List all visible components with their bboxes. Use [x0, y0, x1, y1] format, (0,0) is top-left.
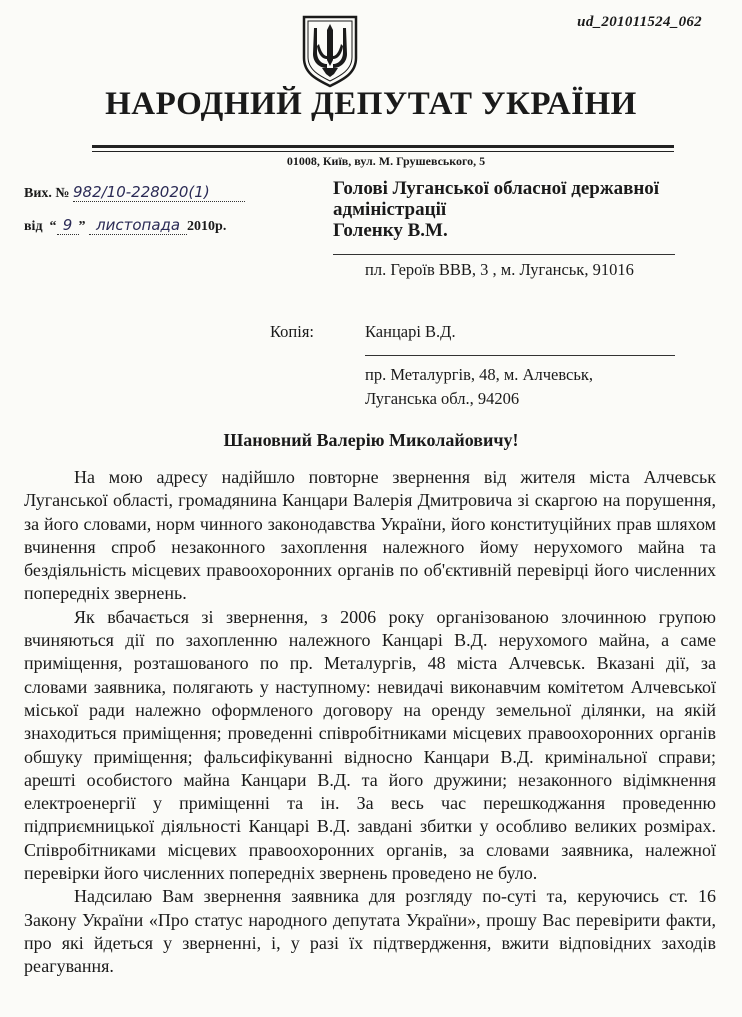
header-rule-thick: [92, 145, 674, 148]
copy-address-line-1: пр. Металургів, 48, м. Алчевськ,: [365, 365, 594, 384]
copy-label: Копія:: [270, 322, 315, 341]
recipient-line-3: Голенку В.М.: [333, 220, 448, 241]
sender-address: 01008, Київ, вул. М. Грушевського, 5: [286, 154, 486, 168]
document-id: ud_201011524_062: [577, 14, 702, 30]
outgoing-number-value: 982/10-228020(1): [73, 183, 245, 202]
outgoing-number-line: [24, 183, 245, 202]
recipient-divider: [333, 254, 675, 255]
date-day: 9: [57, 216, 79, 235]
recipient-address: пл. Героїв ВВВ, 3 , м. Луганськ, 91016: [365, 260, 634, 279]
trident-emblem-icon: [300, 14, 360, 88]
recipient-line-1: Голові Луганської обласної державної: [333, 178, 660, 199]
copy-address-line-2: Луганська обл., 94206: [365, 389, 520, 408]
copy-divider: [365, 355, 675, 356]
body-paragraph-1: На мою адресу надійшло повторне звернення від жителя міста Алчевськ Луганської області, громадянина Канцари Валерія Дмитровича зі скаргою на порушення, за його словами, норм чинного законодавства України, його конституційних прав шляхом вчинення спроб незаконного захоплення належного йому нерухомого майна та бездіяльність місцевих правоохоронних органів по об'єктивній перевірці його численних попередніх звернень.: [24, 467, 716, 604]
letter-body: [24, 466, 716, 979]
date-line: від “ 9 ” листопада 2010р.: [24, 216, 227, 234]
recipient-line-2: адміністрації: [333, 199, 447, 220]
copy-name: Канцарі В.Д.: [365, 322, 456, 341]
date-year: 2010р.: [187, 219, 227, 234]
header-rule-thin: [92, 151, 674, 152]
recipient-block: [333, 178, 693, 241]
outgoing-number-label: Вих. №: [24, 186, 70, 201]
date-label: від: [24, 219, 43, 234]
date-month: листопада: [89, 216, 187, 235]
greeting: Шановний Валерію Миколайовичу!: [223, 430, 519, 450]
body-paragraph-2: Як вбачається зі звернення, з 2006 року організованою злочинною групою вчиняються дії по захопленню належного Канцарі В.Д. нерухомого майна, а саме приміщення, розташованого по пр. Металургів, 48 міста Алчевськ. Вказані дії, за словами заявника, полягають у наступному: невидачі виконавчим комітетом Алчевської міської ради належно оформленого договору на оренду земельної ділянки, на якій знаходиться приміщення; проведенні співробітниками місцевих правоохоронних органів обшуку приміщення; фальсифікуванні відносно Канцари В.Д. кримінальної справи; арешті особистого майна Канцари В.Д. та його дружини; незаконного відімкнення електроенергії у приміщенні та ін. За весь час перешкоджання проведенню підприємницької діяльності Канцарі В.Д. завдані збитки у особливо великих розмірах. Співробітниками місцевих правоохоронних органів, за словами заявника, належної перевірки його численних попередніх звернень проведено не було.: [24, 606, 716, 884]
body-paragraph-3: Надсилаю Вам звернення заявника для розгляду по-суті та, керуючись ст. 16 Закону України «Про статус народного депутата України», прошу Вас перевірити факти, про які йдеться у зверненні, і, у разі їх підтвердження, вжити відповідних заходів реагування.: [24, 886, 716, 977]
page-title: НАРОДНИЙ ДЕПУТАТ УКРАЇНИ: [105, 86, 637, 122]
